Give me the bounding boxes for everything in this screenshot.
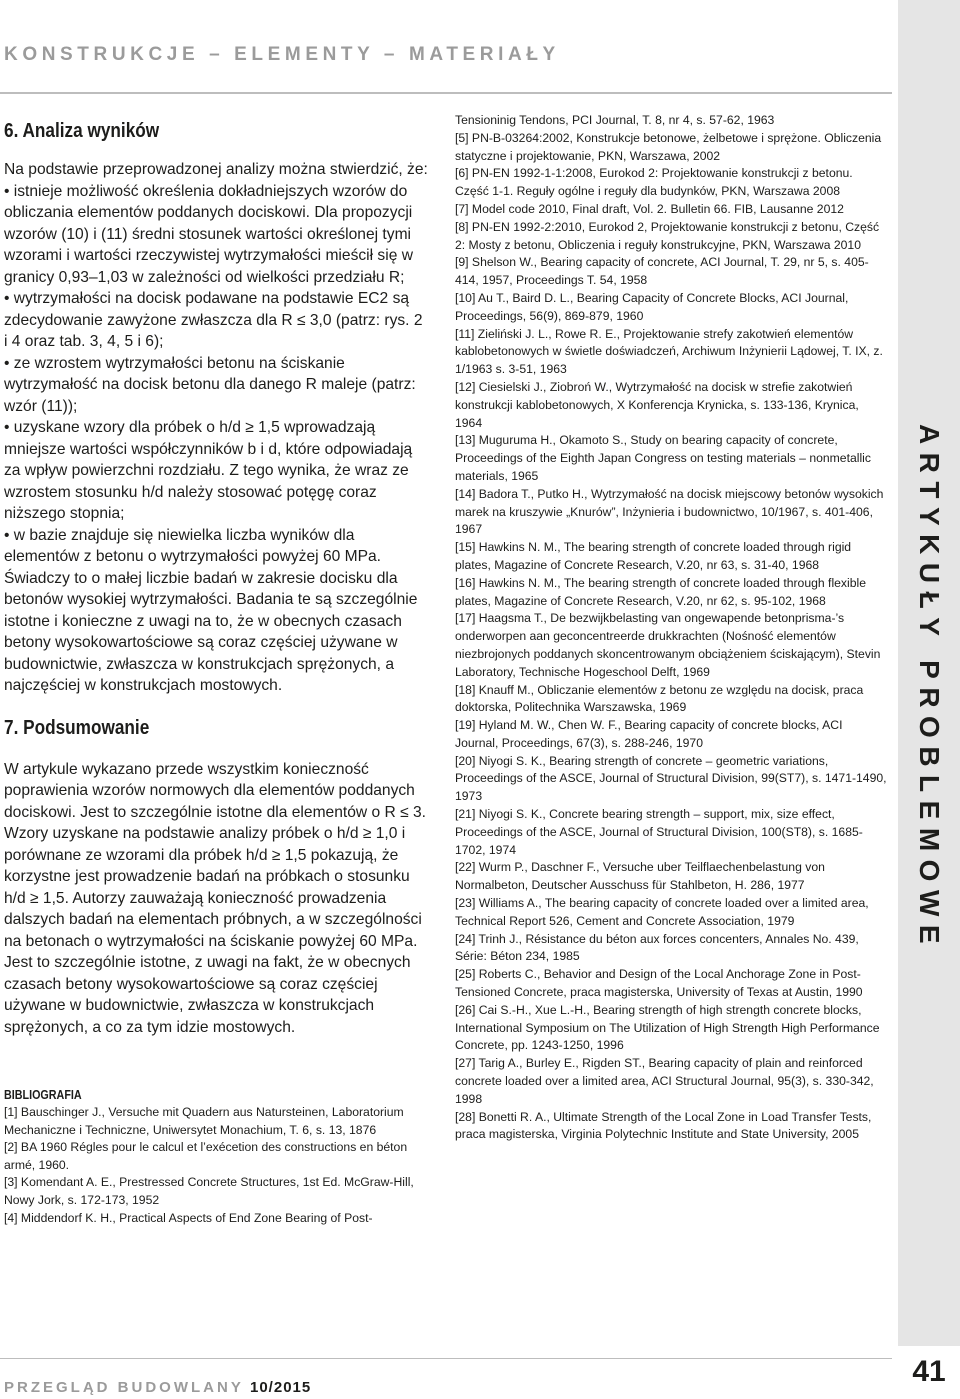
reference: [14] Badora T., Putko H., Wytrzymałość na docisk miejscowy betonów wysokich marek na kruszywie „Knurów”, Inżynieria i budownictwo, 10/1967, s. 401-406, 1967 <box>455 486 884 537</box>
paragraph: Na podstawie przeprowadzonej analizy można stwierdzić, że: <box>4 161 428 178</box>
reference: [10] Au T., Baird D. L., Bearing Capacity of Concrete Blocks, ACI Journal, Proceedings, 56(9), 869-879, 1960 <box>455 290 849 323</box>
bibliography-left <box>4 1104 428 1227</box>
reference: [21] Niyogi S. K., Concrete bearing strength – support, mix, size effect, Proceedings of the ASCE, Journal of Structural Division, 100(ST8), s. 1685-1702, 1974 <box>455 807 863 857</box>
section-6-heading: 6. Analiza wyników <box>4 120 160 142</box>
left-column <box>4 118 428 1227</box>
paragraph: W artykule wykazano przede wszystkim konieczność poprawienia wzorów normowych dla elementów poddanych dociskowi. Jest to szczególnie istotne dla elementów o R ≤ 3. Wzory uzyskane na podstawie analizy próbek o h/d ≥ 1,0 i porównane ze wzorami dla próbek h/d ≥ 1,5 pokazują, że korzystne jest prowadzenie badań na próbkach o stosunku h/d ≥ 1,5. Autorzy zauważają konieczność prowadzenia dalszych badań na elementach próbnych, a w szczególności na betonach o wytrzymałości na ściskanie powyżej 60 MPa. Jest to szczególnie istotne, z uwagi na fakt, że w obecnych czasach betony wysokowartościowe są coraz częściej używane w budownictwie, zwłaszcza w konstrukcjach sprężonych, a co za tym idzie mostowych. <box>4 760 426 1036</box>
reference: [25] Roberts C., Behavior and Design of the Local Anchorage Zone in Post-Tensioned Concrete, praca magisterska, University of Texas at Austin, 1990 <box>455 967 863 1000</box>
section-7-heading: 7. Podsumowanie <box>4 716 150 739</box>
reference: [20] Niyogi S. K., Bearing strength of concrete – geometric variations, Proceedings of the ASCE, Journal of Structural Division, 99(ST7), s. 1471-1490, 1973 <box>455 753 887 804</box>
issue-number: 10/2015 <box>250 1379 312 1396</box>
running-header: KONSTRUKCJE – ELEMENTY – MATERIAŁY <box>4 44 560 65</box>
reference: [17] Haagsma T., De bezwijkbelasting van ongewapende betonprisma-’s onderworpen aan geconcentreerde drukkrachten (Nośność elementów niezbrojonych poddanych skoncentrowanym obciążeniem ściskającym), Stevin Laboratory, Technische Hogeschool Delft, 1969 <box>455 611 881 679</box>
magazine-name: PRZEGLĄD BUDOWLANY <box>4 1379 244 1396</box>
reference: [3] Komendant A. E., Prestressed Concrete Structures, 1st Ed. McGraw-Hill, Nowy Jork, s. 172-173, 1952 <box>4 1175 414 1207</box>
reference: [26] Cai S.-H., Xue L.-H., Bearing strength of high strength concrete blocks, International Symposium on The Utilization of High Strength High Performance Concrete, pp. 1243-1250, 1996 <box>455 1002 880 1053</box>
reference: [23] Williams A., The bearing capacity of concrete loaded over a limited area, Technical Report 526, Cement and Concrete Association, 1979 <box>455 896 869 928</box>
reference: [16] Hawkins N. M., The bearing strength of concrete loaded through flexible plates, Magazine of Concrete Research, V.20, nr 62, s. 95-102, 1968 <box>455 575 866 608</box>
section-6-body <box>4 159 428 697</box>
reference: [11] Zieliński J. L., Rowe R. E., Projektowanie strefy zakotwień elementów kablobetonowych w świetle doświadczeń, Archiwum Inżynierii Lądowej, T. IX, z. 1/1963 s. 3-51, 1963 <box>455 326 883 377</box>
reference: [2] BA 1960 Régles pour le calcul et l’exécetion des constructions en béton armé, 1960. <box>4 1140 408 1172</box>
footer <box>4 1379 311 1396</box>
reference: [19] Hyland M. W., Chen W. F., Bearing capacity of concrete blocks, ACI Journal, Proceedings, 67(3), s. 288-246, 1970 <box>455 718 843 750</box>
reference: [24] Trinh J., Résistance du béton aux forces concenters, Annales No. 439, Série: Béton 234, 1985 <box>455 931 859 964</box>
footer-rule <box>0 1358 892 1359</box>
reference: [28] Bonetti R. A., Ultimate Strength of the Local Zone in Load Transfer Tests, praca magisterska, Virginia Polytechnic Institute and State University, 2005 <box>455 1109 872 1142</box>
reference: [27] Tarig A., Burley E., Rigden ST., Bearing capacity of plain and reinforced concrete loaded over a limited area, ACI Structural Journal, 95(3), s. 330-342, 1998 <box>455 1056 874 1106</box>
reference: [4] Middendorf K. H., Practical Aspects of End Zone Bearing of Post- <box>4 1210 373 1225</box>
bullet: • ze wzrostem wytrzymałości betonu na ściskanie wytrzymałość na docisk betonu dla danego R maleje (patrz: wzór (11)); <box>4 354 416 415</box>
bibliography-heading: BIBLIOGRAFIA <box>4 1088 82 1102</box>
bullet: • istnieje możliwość określenia dokładniejszych wzorów do obliczania elementów poddanych dociskowi. Dla propozycji wzorów (10) i (11) średni stosunek wartości określonej tymi wzorami i wartości rzeczywistej wytrzymałości mieścił się w granicy 0,93–1,03 w zależności od wielkości przedziału R; <box>4 182 413 286</box>
reference: [8] PN-EN 1992-2:2010, Eurokod 2, Projektowanie konstrukcji z betonu, Część 2: Mosty z betonu, Obliczenia i reguły konstrukcyjne, PKN, Warszawa 2010 <box>455 219 880 252</box>
reference: [5] PN-B-03264:2002, Konstrukcje betonowe, żelbetowe i sprężone. Obliczenia statyczne i projektowanie, PKN, Warszawa, 2002 <box>455 130 882 163</box>
bullet: • wytrzymałości na docisk podawane na podstawie EC2 są zdecydowanie zawyżone zwłaszcza dla R ≤ 3,0 (patrz: rys. 2 i 4 oraz tab. 3, 4, 5 i 6); <box>4 290 423 350</box>
reference: [18] Knauff M., Obliczanie elementów z betonu ze względu na docisk, praca doktorska, Politechnika Warszawska, 1969 <box>455 682 864 715</box>
reference: [13] Muguruma H., Okamoto S., Study on bearing capacity of concrete, Proceedings of the Eighth Japan Congress on testing materials – nonmetallic materials, 1965 <box>455 433 871 483</box>
reference: [6] PN-EN 1992-1-1:2008, Eurokod 2: Projektowanie konstrukcji z betonu. Część 1-1. Reguły ogólne i reguły dla budynków, PKN, Warszawa 2008 <box>455 166 853 199</box>
reference: [9] Shelson W., Bearing capacity of concrete, ACI Journal, T. 29, nr 5, s. 405-414, 1957, Proceedings T. 54, 1958 <box>455 255 869 288</box>
right-column <box>455 112 887 1144</box>
reference: [12] Ciesielski J., Ziobroń W., Wytrzymałość na docisk w strefie zakotwień konstrukcji kablobetonowych, X Konferencja Krynicka, s. 133-136, Krynica, 1964 <box>455 379 859 430</box>
header-rule <box>0 92 892 94</box>
reference: [1] Bauschinger J., Versuche mit Quadern aus Natursteinen, Laboratorium Mechaniczne i Techniczne, Uniwersytet Monachium, T. 6, s. 13, 1876 <box>4 1105 404 1137</box>
reference: [15] Hawkins N. M., The bearing strength of concrete loaded through rigid plates, Magazine of Concrete Research, V.20, nr 63, s. 31-40, 1968 <box>455 540 852 572</box>
reference: [7] Model code 2010, Final draft, Vol. 2. Bulletin 66. FIB, Lausanne 2012 <box>455 201 844 216</box>
section-7-body <box>4 759 428 1039</box>
reference: Tensioninig Tendons, PCI Journal, T. 8, nr 4, s. 57-62, 1963 <box>455 113 775 127</box>
page-number: 41 <box>912 1355 946 1388</box>
bullet: • w bazie znajduje się niewielka liczba wyników dla elementów z betonu o wytrzymałości powyżej 60 MPa. Świadczy to o małej liczbie badań w zakresie docisku dla betonów wysokiej wytrzymałości. Badania te są szczególnie istotne i konieczne z uwagi na to, że w obecnych czasach betony wysokowartościowe są coraz częściej używane w budownictwie, zwłaszcza w konstrukcjach sprężonych, a najczęściej w konstrukcjach mostowych. <box>4 526 418 694</box>
bullet: • uzyskane wzory dla próbek o h/d ≥ 1,5 wprowadzają mniejsze wartości współczynników b i d, które odpowiadają za wpływ powierzchni rozdziału. Z tego wynika, że wraz ze wzrostem stosunku h/d należy stosować potęgę coraz niższego stopnia; <box>4 419 413 522</box>
reference: [22] Wurm P., Daschner F., Versuche uber Teilflaechenbelastung von Normalbeton, Deutscher Ausschuss für Stahlbeton, H. 286, 1977 <box>455 860 825 893</box>
section-label: ARTYKUŁY PROBLEMOWE <box>914 423 945 953</box>
